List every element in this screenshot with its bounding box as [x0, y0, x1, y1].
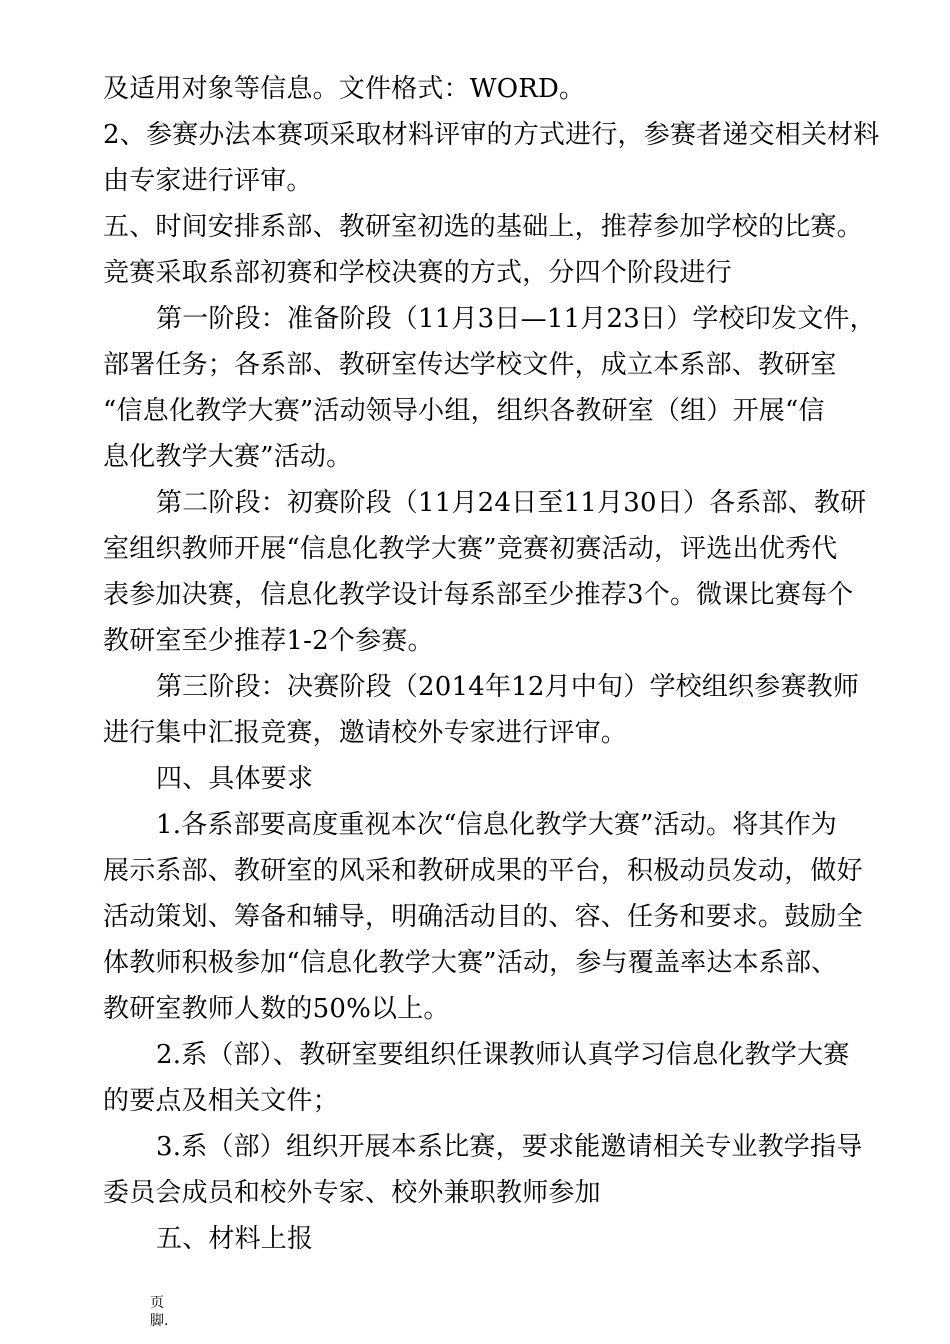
paragraph-line: 的要点及相关文件； [103, 1086, 339, 1116]
paragraph-line: 及适用对象等信息。文件格式：WORD。 [103, 74, 586, 104]
paragraph-line: 五、时间安排系部、教研室初选的基础上，推荐参加学校的比赛。 [103, 212, 863, 242]
paragraph-line: 部署任务；各系部、教研室传达学校文件，成立本系部、教研室 [103, 350, 837, 380]
paragraph-line: 2、参赛办法本赛项采取材料评审的方式进行，参赛者递交相关材料 [103, 120, 880, 150]
paragraph-line: 表参加决赛，信息化教学设计每系部至少推荐3个。微课比赛每个 [103, 580, 854, 610]
paragraph-line: 2.系（部）、教研室要组织任课教师认真学习信息化教学大赛 [156, 1040, 850, 1070]
paragraph-line: “信息化教学大赛”活动领导小组，组织各教研室（组）开展“信 [103, 396, 825, 426]
paragraph-line: 委员会成员和校外专家、校外兼职教师参加 [103, 1178, 601, 1208]
footer-line-2: 脚. [150, 1313, 169, 1329]
footer-line-1: 页 [150, 1295, 164, 1311]
paragraph-line: 1.各系部要高度重视本次“信息化教学大赛”活动。将其作为 [156, 810, 837, 840]
paragraph-line: 活动策划、筹备和辅导，明确活动目的、容、任务和要求。鼓励全 [103, 902, 863, 932]
paragraph-line: 展示系部、教研室的风采和教研成果的平台，积极动员发动，做好 [103, 856, 863, 886]
paragraph-line: 第二阶段：初赛阶段（11月24日至11月30日）各系部、教研 [156, 488, 867, 518]
paragraph-line: 由专家进行评审。 [103, 166, 313, 196]
paragraph-line: 竞赛采取系部初赛和学校决赛的方式，分四个阶段进行 [103, 258, 732, 288]
paragraph-line: 四、具体要求 [156, 764, 314, 794]
paragraph-line: 体教师积极参加“信息化教学大赛”活动，参与覆盖率达本系部、 [103, 948, 838, 978]
paragraph-line: 五、材料上报 [156, 1224, 314, 1254]
paragraph-line: 教研室至少推荐1-2个参赛。 [103, 626, 434, 656]
paragraph-line: 教研室教师人数的50%以上。 [103, 994, 450, 1024]
document-body [103, 66, 880, 1262]
paragraph-line: 室组织教师开展“信息化教学大赛”竞赛初赛活动，评选出优秀代 [103, 534, 838, 564]
paragraph-line: 第三阶段：决赛阶段（2014年12月中旬）学校组织参赛教师 [156, 672, 860, 702]
paragraph-line: 进行集中汇报竞赛，邀请校外专家进行评审。 [103, 718, 628, 748]
page-footer [150, 1294, 168, 1330]
paragraph-line: 息化教学大赛”活动。 [103, 442, 353, 472]
paragraph-line: 3.系（部）组织开展本系比赛，要求能邀请相关专业教学指导 [156, 1132, 863, 1162]
paragraph-line: 第一阶段：准备阶段（11月3日—11月23日）学校印发文件， [156, 304, 876, 334]
